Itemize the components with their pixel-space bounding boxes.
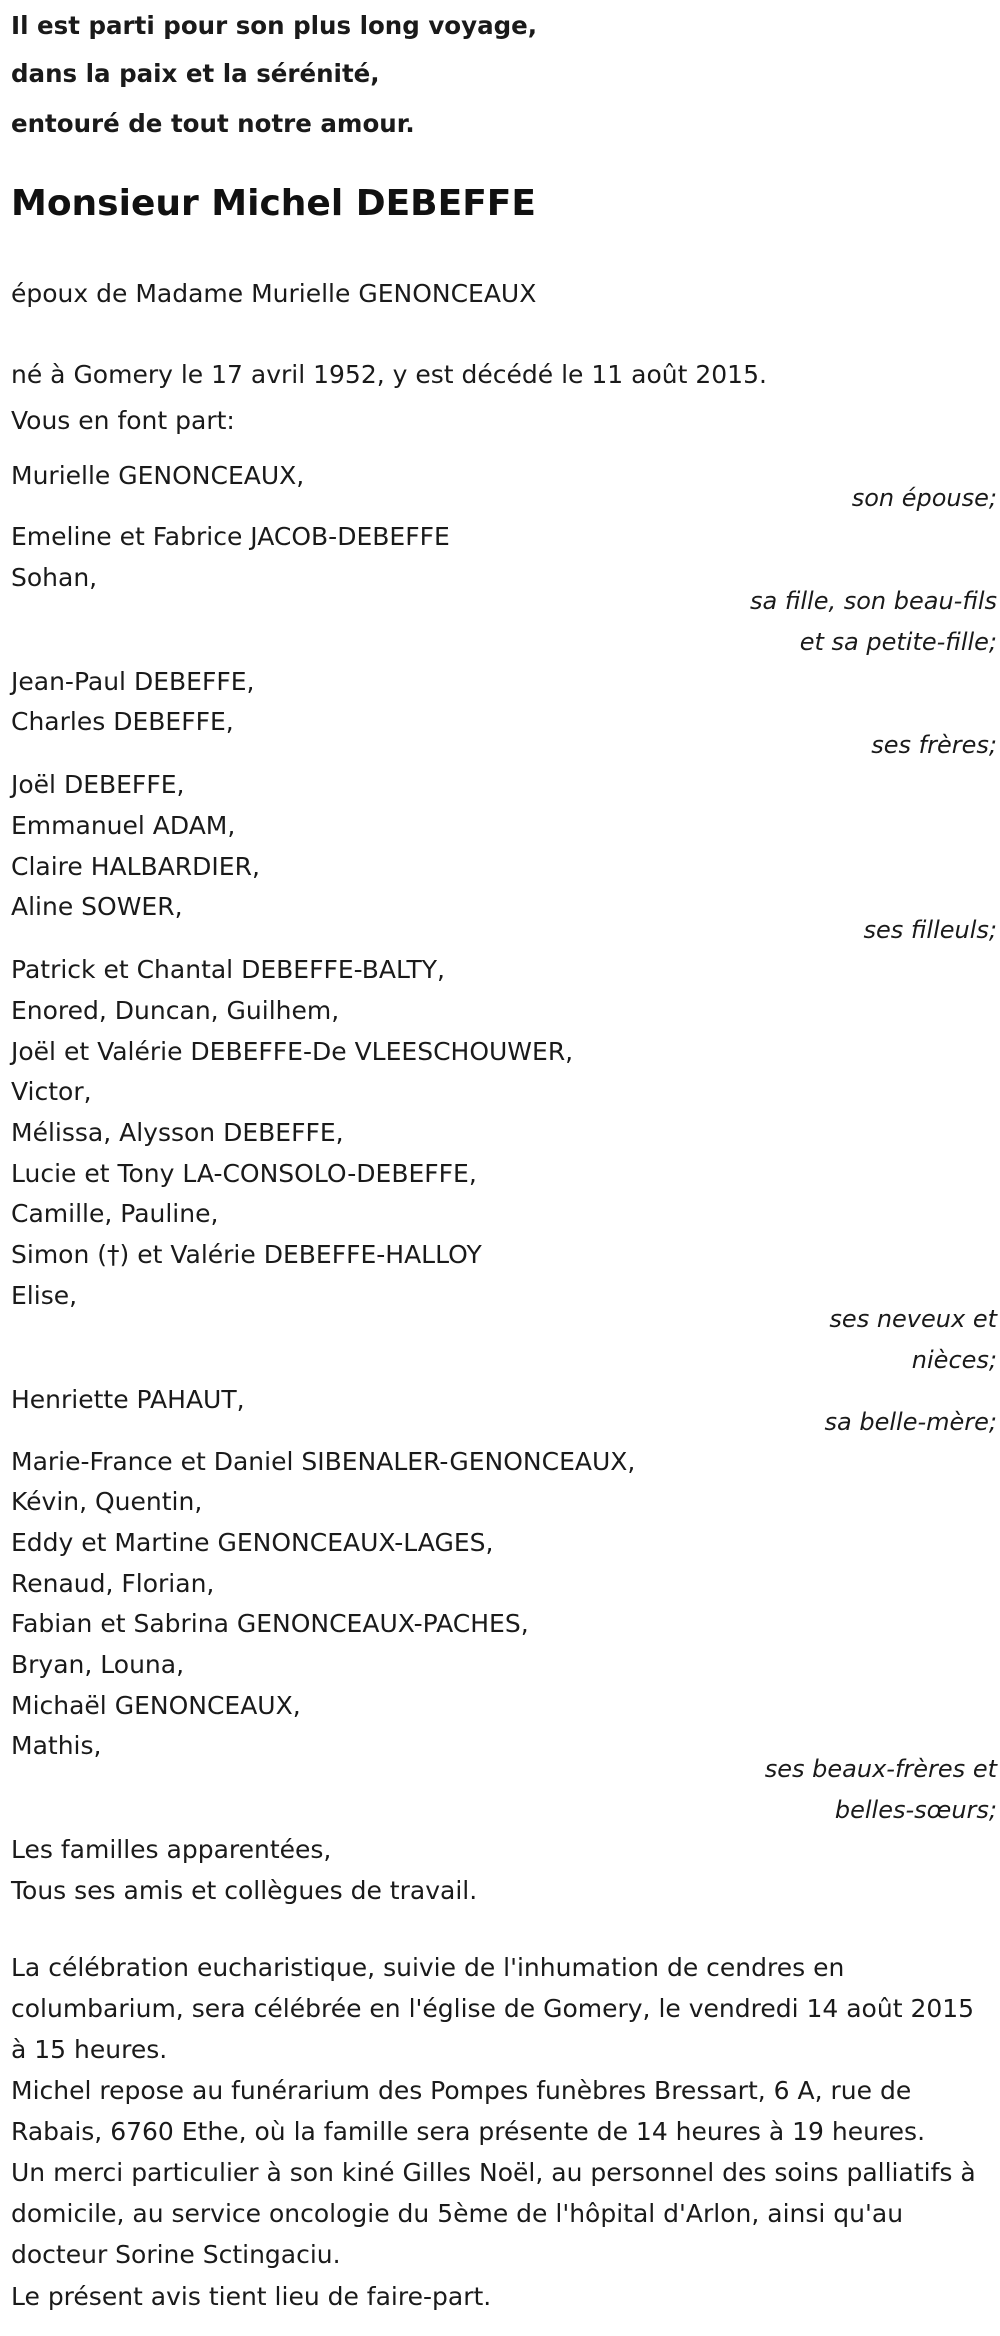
death-notice xyxy=(11,0,997,2336)
family-name: Enored, Duncan, Guilhem, xyxy=(11,996,340,1025)
family-name: Victor, xyxy=(11,1077,92,1106)
intro-line-2: dans la paix et la sérénité, xyxy=(11,59,380,88)
family-name: Camille, Pauline, xyxy=(11,1199,219,1228)
family-name: Mathis, xyxy=(11,1731,102,1760)
family-name: Joël DEBEFFE, xyxy=(11,770,185,799)
family-name: Eddy et Martine GENONCEAUX-LAGES, xyxy=(11,1528,494,1557)
intro-line-3: entouré de tout notre amour. xyxy=(11,109,415,138)
family-name: Emmanuel ADAM, xyxy=(11,811,236,840)
family-name: Patrick et Chantal DEBEFFE-BALTY, xyxy=(11,955,445,984)
spouse-line: époux de Madame Murielle GENONCEAUX xyxy=(11,279,537,308)
family-name: Les familles apparentées, xyxy=(11,1835,332,1864)
family-name: Joël et Valérie DEBEFFE-De VLEESCHOUWER, xyxy=(11,1037,574,1066)
family-role: ses frères; xyxy=(871,731,997,759)
family-name: Renaud, Florian, xyxy=(11,1569,215,1598)
family-name: Claire HALBARDIER, xyxy=(11,852,260,881)
announcement-line: Vous en font part: xyxy=(11,406,235,435)
family-name: Fabian et Sabrina GENONCEAUX-PACHES, xyxy=(11,1609,529,1638)
birth-death-line: né à Gomery le 17 avril 1952, y est décédé le 11 août 2015. xyxy=(11,360,767,389)
family-role: ses neveux et xyxy=(829,1305,997,1333)
family-name: Emeline et Fabrice JACOB-DEBEFFE xyxy=(11,522,450,551)
family-role: son épouse; xyxy=(851,484,997,512)
family-name: Kévin, Quentin, xyxy=(11,1487,203,1516)
family-name: Elise, xyxy=(11,1281,78,1310)
intro-line-1: Il est parti pour son plus long voyage, xyxy=(11,11,538,40)
deceased-name: Monsieur Michel DEBEFFE xyxy=(11,183,536,224)
family-name: Bryan, Louna, xyxy=(11,1650,185,1679)
family-name: Henriette PAHAUT, xyxy=(11,1385,245,1414)
family-name: Sohan, xyxy=(11,563,98,592)
family-role: belles-sœurs; xyxy=(834,1796,997,1824)
family-name: Charles DEBEFFE, xyxy=(11,707,234,736)
family-name: Mélissa, Alysson DEBEFFE, xyxy=(11,1118,344,1147)
family-role: sa belle-mère; xyxy=(824,1408,997,1436)
family-name: Murielle GENONCEAUX, xyxy=(11,461,305,490)
family-name: Jean-Paul DEBEFFE, xyxy=(11,667,255,696)
closing-line: Le présent avis tient lieu de faire-part. xyxy=(11,2282,492,2311)
family-role: et sa petite-fille; xyxy=(799,628,997,656)
ceremony-paragraph: La célébration eucharistique, suivie de l'inhumation de cendres en columbarium, sera célébrée en l'église de Gomery, le vendredi 14 août 2015 à 15 heures. xyxy=(11,1953,975,2064)
family-name: Simon (†) et Valérie DEBEFFE-HALLOY xyxy=(11,1240,482,1269)
family-name: Lucie et Tony LA-CONSOLO-DEBEFFE, xyxy=(11,1159,477,1188)
family-role: sa fille, son beau-fils xyxy=(750,587,997,615)
family-role: nièces; xyxy=(911,1346,997,1374)
family-name: Michaël GENONCEAUX, xyxy=(11,1691,301,1720)
family-name: Tous ses amis et collègues de travail. xyxy=(11,1876,478,1905)
family-name: Marie-France et Daniel SIBENALER-GENONCEAUX, xyxy=(11,1447,636,1476)
family-role: ses beaux-frères et xyxy=(764,1755,997,1783)
family-role: ses filleuls; xyxy=(863,916,997,944)
funeral-home-paragraph: Michel repose au funérarium des Pompes funèbres Bressart, 6 A, rue de Rabais, 6760 Ethe, où la famille sera présente de 14 heures à 19 heures. xyxy=(11,2076,926,2146)
thanks-paragraph: Un merci particulier à son kiné Gilles Noël, au personnel des soins palliatifs à domicile, au service oncologie du 5ème de l'hôpital d'Arlon, ainsi qu'au docteur Sorine Sctingaciu. xyxy=(11,2158,976,2269)
family-name: Aline SOWER, xyxy=(11,892,183,921)
